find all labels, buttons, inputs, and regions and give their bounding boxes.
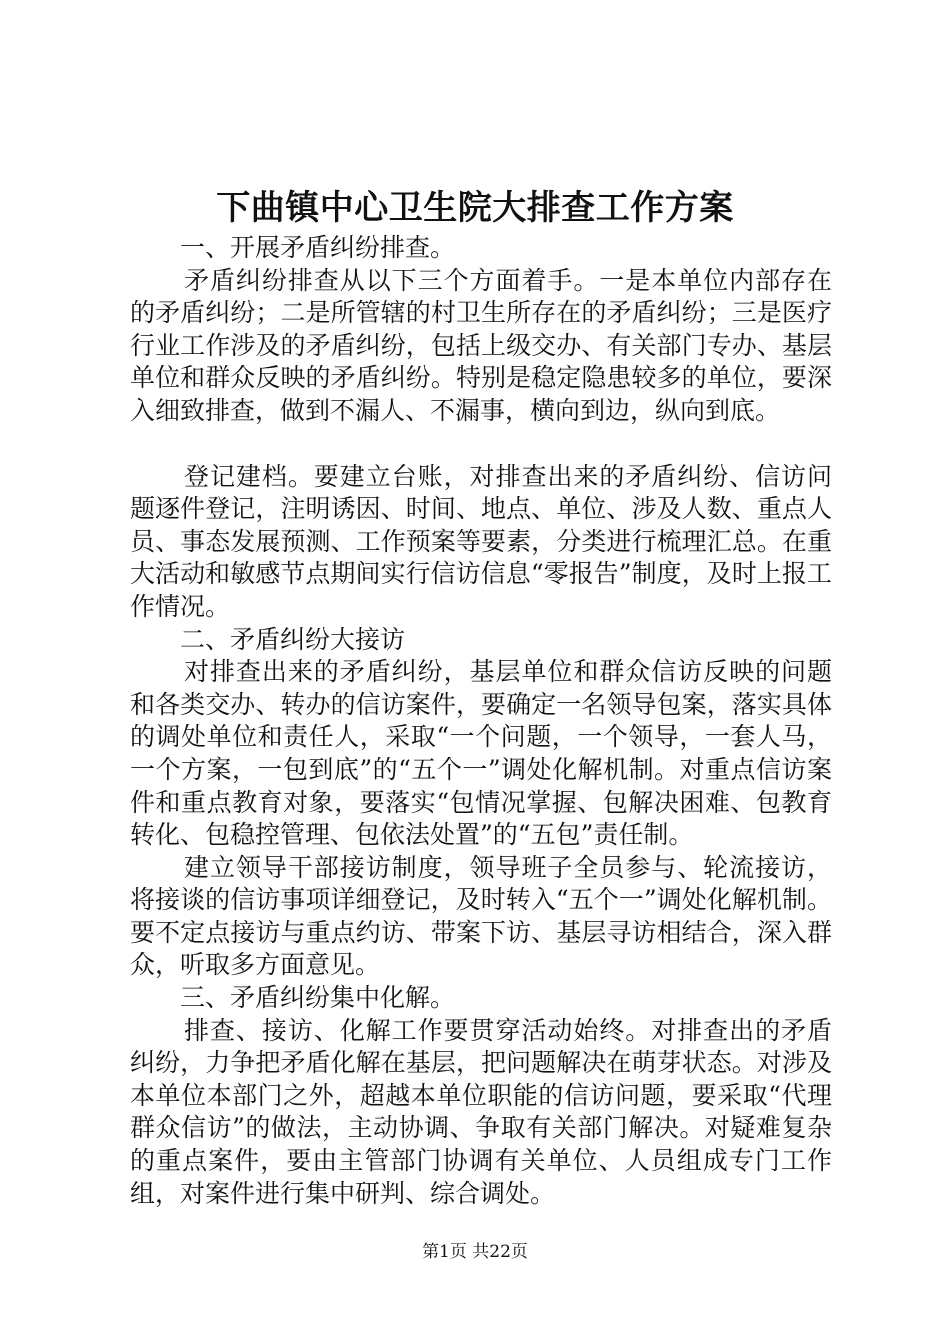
section-heading-3: 三、矛盾纠纷集中化解。 [180,983,456,1013]
paragraph-2: 登记建档。要建立台账，对排查出来的矛盾纠纷、信访问题逐件登记，注明诱因、时间、地点、单位、涉及人数、重点人员、事态发展预测、工作预案等要素，分类进行梳理汇总。在重大活动和敏感节点期间实行信访信息“零报告”制度，及时上报工作情况。 [130,461,832,621]
document-title: 下曲镇中心卫生院大排查工作方案 [216,188,734,228]
paragraph-spacer [130,428,832,461]
paragraph-4: 建立领导干部接访制度，领导班子全员参与、轮流接访，将接谈的信访事项详细登记，及时转入“五个一”调处化解机制。要不定点接访与重点约访、带案下访、基层寻访相结合，深入群众，听取多方面意见。 [130,852,832,980]
section-heading-2: 二、矛盾纠纷大接访 [180,624,406,654]
document-body [130,232,832,1210]
paragraph-3: 对排查出来的矛盾纠纷，基层单位和群众信访反映的问题和各类交办、转办的信访案件，要确定一名领导包案，落实具体的调处单位和责任人，采取“一个问题，一个领导，一套人马，一个方案，一包到底”的“五个一”调处化解机制。对重点信访案件和重点教育对象，要落实“包情况掌握、包解决困难、包教育转化、包稳控管理、包依法处置”的“五包”责任制。 [130,657,832,850]
paragraph-1: 矛盾纠纷排查从以下三个方面着手。一是本单位内部存在的矛盾纠纷；二是所管辖的村卫生所存在的矛盾纠纷；三是医疗行业工作涉及的矛盾纠纷，包括上级交办、有关部门专办、基层单位和群众反映的矛盾纠纷。特别是稳定隐患较多的单位，要深入细致排查，做到不漏人、不漏事，横向到边，纵向到底。 [130,265,832,425]
section-heading-1: 一、开展矛盾纠纷排查。 [180,233,456,262]
page-number-footer: 第1页 共22页 [422,1242,528,1262]
paragraph-5: 排查、接访、化解工作要贯穿活动始终。对排查出的矛盾纠纷，力争把矛盾化解在基层，把问题解决在萌芽状态。对涉及本单位本部门之外，超越本单位职能的信访问题，要采取“代理群众信访”的做法，主动协调、争取有关部门解决。对疑难复杂的重点案件，要由主管部门协调有关单位、人员组成专门工作组，对案件进行集中研判、综合调处。 [130,1015,832,1208]
